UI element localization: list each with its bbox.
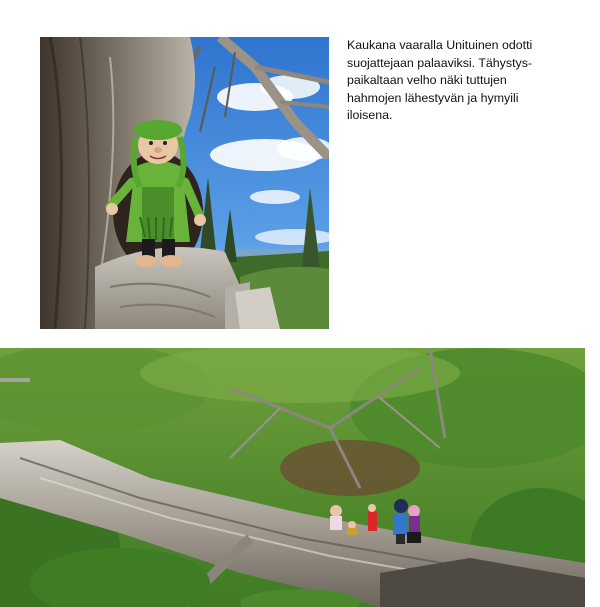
story-line: iloisena. <box>347 108 393 122</box>
story-line: hahmojen lähestyvän ja hymyili <box>347 90 519 105</box>
story-line: suojattejaan palaaviksi. Tähystys- <box>347 55 533 70</box>
tree-gnome-photo <box>40 37 329 329</box>
tree-gnome-image <box>40 37 329 329</box>
log-figures-image <box>0 348 585 607</box>
log-figures-photo <box>0 348 585 607</box>
story-line: Kaukana vaaralla Unituinen odotti <box>347 38 533 52</box>
story-text <box>347 37 547 125</box>
story-line: paikaltaan velho näki tuttujen <box>347 73 507 87</box>
